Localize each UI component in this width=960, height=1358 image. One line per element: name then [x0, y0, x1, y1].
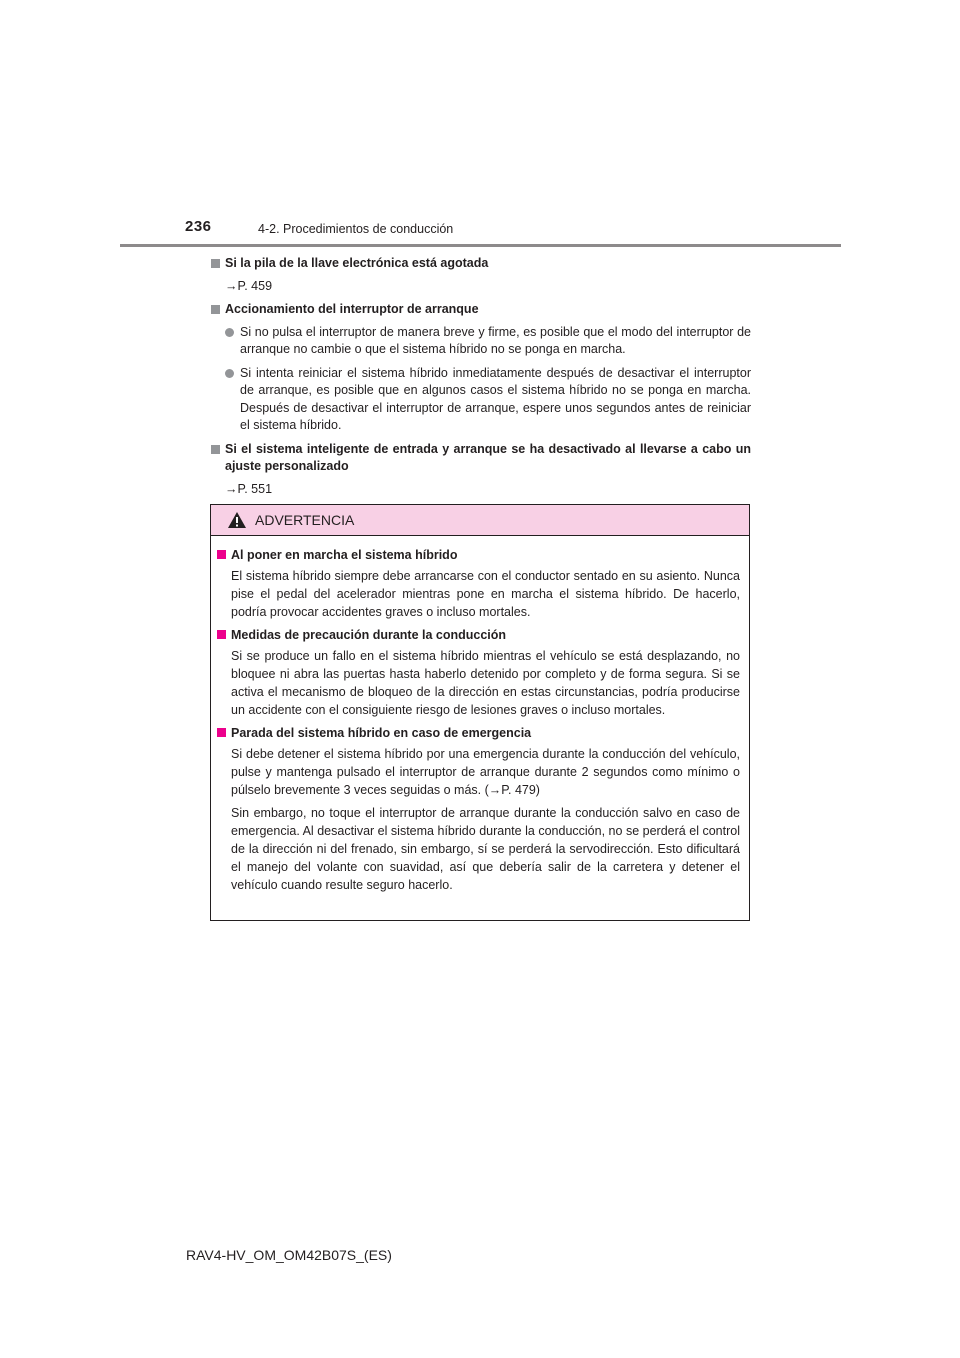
page-number: 236 — [185, 218, 212, 235]
warning-paragraph: Si se produce un fallo en el sistema híbrido mientras el vehículo se está desplazando, no bloquee ni abra las puertas hasta haberlo detenido por completo y de forma segura. Si se activa el mecanismo de bloqueo de la dirección en estas circunstancias, podría producirse un accidente con el consiguiente riesgo de lesiones graves o incluso mortales. — [231, 649, 740, 717]
warning-body — [211, 536, 749, 894]
circle-bullet-icon — [225, 328, 234, 337]
header-rule — [120, 244, 841, 247]
warning-title: ADVERTENCIA — [255, 512, 355, 528]
warning-heading: Parada del sistema híbrido en caso de emergencia — [217, 724, 740, 742]
item-heading: Si el sistema inteligente de entrada y arranque se ha desactivado al llevarse a cabo un ajuste personalizado — [211, 441, 751, 476]
square-bullet-icon — [217, 550, 226, 559]
document-code: RAV4-HV_OM_OM42B07S_(ES) — [186, 1247, 392, 1263]
list-item: Si intenta reiniciar el sistema híbrido inmediatamente después de desactivar el interruptor de arranque, es posible que en algunos casos el sistema híbrido no se ponga en marcha. Después de desactivar el interruptor de arranque, espere unos segundos antes de reiniciar el sistema híbrido. — [211, 365, 751, 435]
warning-heading: Medidas de precaución durante la conducción — [217, 626, 740, 644]
square-bullet-icon — [211, 445, 220, 454]
square-bullet-icon — [217, 630, 226, 639]
circle-bullet-icon — [225, 369, 234, 378]
item-heading: Accionamiento del interruptor de arranque — [211, 301, 751, 319]
warning-header — [211, 505, 749, 536]
page-reference: →P. 459 — [225, 278, 273, 293]
warning-paragraph: Si debe detener el sistema híbrido por una emergencia durante la conducción del vehículo, pulse y mantenga pulsado el interruptor de arranque durante 2 segundos como mínimo o púlselo brevemente 3 veces seguidas o más. (→P. 479) — [231, 747, 740, 797]
item-heading: Si la pila de la llave electrónica está agotada — [211, 255, 751, 273]
section-title: 4-2. Procedimientos de conducción — [258, 222, 454, 236]
square-bullet-icon — [211, 305, 220, 314]
warning-triangle-icon — [227, 511, 247, 529]
main-content — [211, 255, 751, 504]
warning-heading: Al poner en marcha el sistema híbrido — [217, 546, 740, 564]
warning-paragraph: Sin embargo, no toque el interruptor de arranque durante la conducción salvo en caso de emergencia. Al desactivar el sistema híbrido durante la conducción, no se perderá el control de la dirección ni del frenado, sin embargo, sí se perderá la servodirección. Esto dificultará el manejo del volante con suavidad, así que debería salir de la carretera y detener el vehículo cuando resulte seguro hacerlo. — [231, 806, 740, 892]
square-bullet-icon — [217, 728, 226, 737]
warning-paragraph: El sistema híbrido siempre debe arrancarse con el conductor sentado en su asiento. Nunca pise el pedal del acelerador mientras pone en marcha el sistema híbrido. De hacerlo, podría provocar accidentes graves o incluso mortales. — [231, 569, 740, 619]
warning-box — [210, 504, 750, 921]
list-item: Si no pulsa el interruptor de manera breve y firme, es posible que el modo del interruptor de arranque no cambie o que el sistema híbrido no se ponga en marcha. — [211, 324, 751, 359]
square-bullet-icon — [211, 259, 220, 268]
page-reference: →P. 551 — [225, 481, 273, 496]
